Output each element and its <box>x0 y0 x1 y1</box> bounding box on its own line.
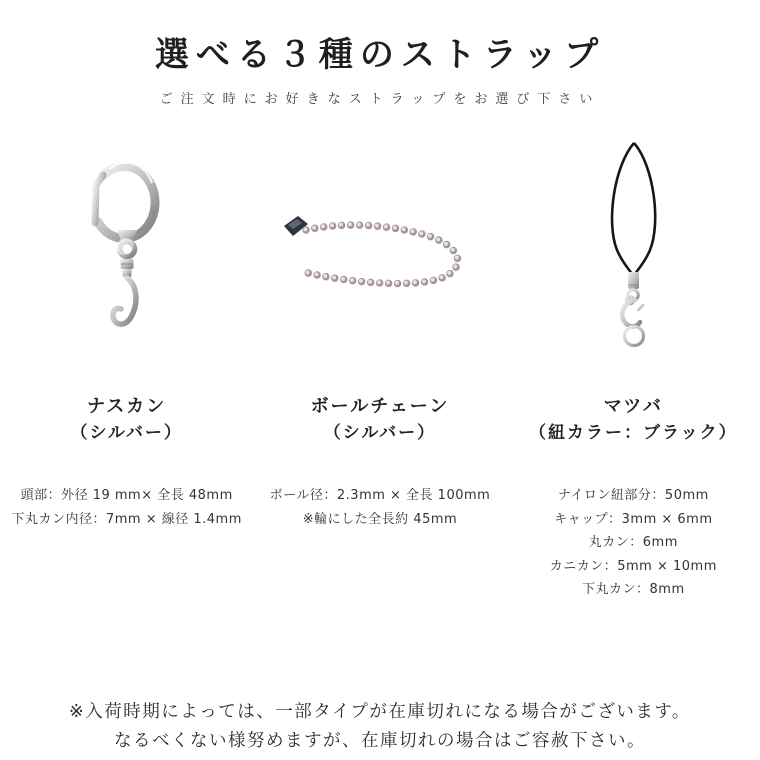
specs-block-nasukan <box>0 484 253 602</box>
name-block-nasukan <box>0 394 253 446</box>
product-names-row <box>0 394 760 446</box>
spec-line: 下丸カン内径：7mm × 線径 1.4mm <box>11 511 242 527</box>
name-block-ball-chain <box>253 394 506 446</box>
stock-notice <box>0 698 760 756</box>
product-name: ボールチェーン <box>310 396 450 417</box>
ball-chain-image <box>280 210 480 310</box>
spec-line: 丸カン：6mm <box>588 535 678 550</box>
product-name: ナスカン <box>87 396 167 417</box>
product-images-row <box>0 120 760 370</box>
product-column-nasukan <box>0 120 253 370</box>
spec-line: 頭部：外径 19 mm× 全長 48mm <box>20 488 233 503</box>
page-subtitle: ご注文時にお好きなストラップをお選び下さい <box>159 92 601 107</box>
stock-notice-line-2: なるべくない様努めますが、在庫切れの場合はご容赦下さい。 <box>114 731 646 751</box>
product-variant: （シルバー） <box>70 423 183 443</box>
page-title: 選べる３種のストラップ <box>154 35 606 75</box>
product-name: マツバ <box>603 396 663 417</box>
name-block-matsuba <box>507 394 760 446</box>
product-column-ball-chain <box>253 120 506 370</box>
spec-line: ※輪にした全長約 45mm <box>302 511 458 527</box>
product-variant: （紐カラー：ブラック） <box>528 423 738 443</box>
nasukan-snap-hook-image <box>85 160 169 345</box>
lobster-hook <box>113 278 136 324</box>
bottom-round-ring <box>625 327 644 346</box>
matsuba-strap-image <box>597 138 669 360</box>
stock-notice-line-1: ※入荷時期によっては、一部タイプが在庫切れになる場合がございます。 <box>69 702 691 722</box>
spec-line: ナイロン紐部分：50mm <box>557 488 709 503</box>
spec-line: 下丸カン：8mm <box>582 582 685 597</box>
ball-chain-beads <box>303 224 457 283</box>
spec-line: ボール径：2.3mm × 全長 100mm <box>269 488 491 503</box>
product-specs-row <box>0 484 760 602</box>
spec-line: カニカン：5mm × 10mm <box>549 558 717 574</box>
cord-loop <box>612 143 655 274</box>
product-variant: （シルバー） <box>323 423 437 443</box>
swivel-barrel <box>120 259 133 277</box>
spec-line: キャップ：3mm × 6mm <box>554 511 713 527</box>
specs-block-matsuba <box>507 484 760 602</box>
d-ring <box>95 163 155 239</box>
product-column-matsuba <box>507 120 760 370</box>
cord-cap <box>628 272 639 289</box>
specs-block-ball-chain <box>253 484 506 602</box>
